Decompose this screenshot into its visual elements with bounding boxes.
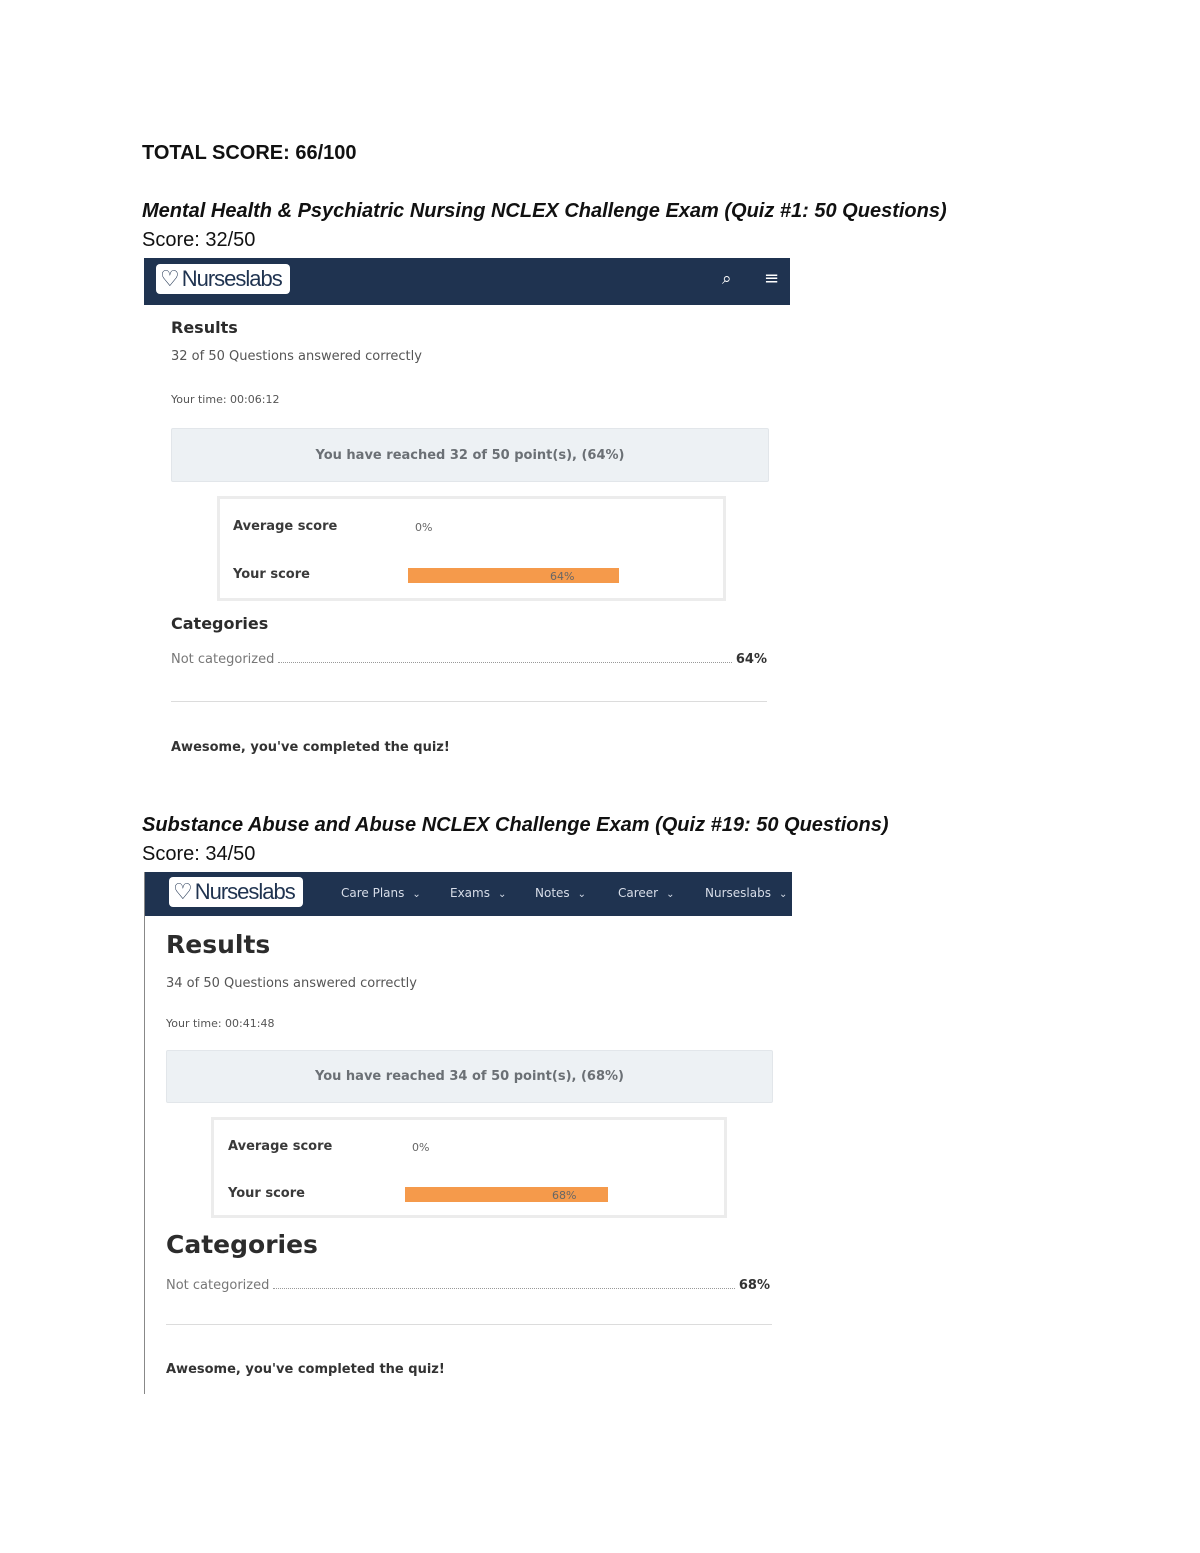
nav-nurseslabs[interactable]: Nurseslabs ⌄	[705, 886, 788, 900]
chevron-down-icon: ⌄	[497, 889, 507, 900]
results-heading: Results	[166, 930, 271, 959]
heart-logo-icon: ♡	[160, 266, 180, 292]
nurseslabs-logo[interactable]: ♡ Nurseslabs	[169, 877, 303, 907]
your-time: Your time: 00:41:48	[166, 1017, 275, 1030]
your-score-bar	[408, 568, 619, 583]
chevron-down-icon: ⌄	[666, 889, 675, 900]
nurseslabs-logo[interactable]: ♡ Nurseslabs	[156, 264, 290, 294]
quiz-score: Score: 34/50	[142, 843, 256, 865]
results-heading: Results	[171, 318, 238, 337]
nav-career[interactable]: Career ⌄	[618, 886, 675, 900]
divider	[166, 1324, 772, 1325]
average-score-value: 0%	[415, 521, 433, 534]
categories-heading: Categories	[171, 614, 269, 633]
hamburger-menu-icon[interactable]: ≡	[764, 268, 780, 289]
nav-notes[interactable]: Notes ⌄	[535, 886, 587, 900]
category-percent: 68%	[738, 1278, 770, 1293]
your-score-label: Your score	[233, 567, 310, 582]
category-percent: 64%	[735, 652, 767, 667]
dotted-leader	[278, 661, 732, 663]
chevron-down-icon: ⌄	[577, 889, 587, 900]
your-score-value: 64%	[550, 570, 575, 583]
points-summary: You have reached 34 of 50 point(s), (68%)	[166, 1050, 773, 1103]
points-summary: You have reached 32 of 50 point(s), (64%)	[171, 428, 769, 482]
score-panel	[211, 1117, 727, 1218]
chevron-down-icon: ⌄	[778, 889, 788, 900]
nav-exams[interactable]: Exams ⌄	[450, 886, 507, 900]
answered-count: 32 of 50 Questions answered correctly	[171, 349, 422, 364]
your-score-bar-fill	[408, 568, 619, 583]
divider	[171, 701, 767, 702]
categories-heading: Categories	[166, 1230, 318, 1259]
category-row	[171, 652, 767, 667]
category-name: Not categorized	[171, 652, 275, 667]
quiz-score: Score: 32/50	[142, 229, 256, 251]
search-icon[interactable]: ⌕	[722, 269, 732, 289]
average-score-label: Average score	[233, 519, 338, 534]
your-time: Your time: 00:06:12	[171, 393, 280, 406]
quiz-title: Mental Health & Psychiatric Nursing NCLEX Challenge Exam (Quiz #1: 50 Questions)	[142, 200, 947, 222]
answered-count: 34 of 50 Questions answered correctly	[166, 976, 417, 991]
category-row	[166, 1278, 770, 1293]
navbar	[144, 258, 790, 305]
your-score-label: Your score	[228, 1186, 305, 1201]
your-score-bar-fill	[405, 1187, 608, 1202]
nav-care-plans[interactable]: Care Plans ⌄	[341, 886, 421, 900]
quiz-title: Substance Abuse and Abuse NCLEX Challenge Exam (Quiz #19: 50 Questions)	[142, 814, 889, 836]
average-score-value: 0%	[412, 1141, 430, 1154]
category-name: Not categorized	[166, 1278, 270, 1293]
score-panel	[217, 496, 726, 601]
quiz-results-screenshot	[144, 258, 790, 763]
heart-logo-icon: ♡	[173, 879, 193, 905]
your-score-bar	[405, 1187, 608, 1202]
navbar	[145, 872, 792, 916]
completion-message: Awesome, you've completed the quiz!	[171, 740, 450, 755]
quiz-results-screenshot	[145, 872, 792, 1387]
dotted-leader	[273, 1287, 735, 1289]
chevron-down-icon: ⌄	[412, 889, 421, 900]
average-score-label: Average score	[228, 1139, 333, 1154]
your-score-value: 68%	[552, 1189, 577, 1202]
completion-message: Awesome, you've completed the quiz!	[166, 1362, 445, 1377]
total-score: TOTAL SCORE: 66/100	[142, 142, 357, 164]
